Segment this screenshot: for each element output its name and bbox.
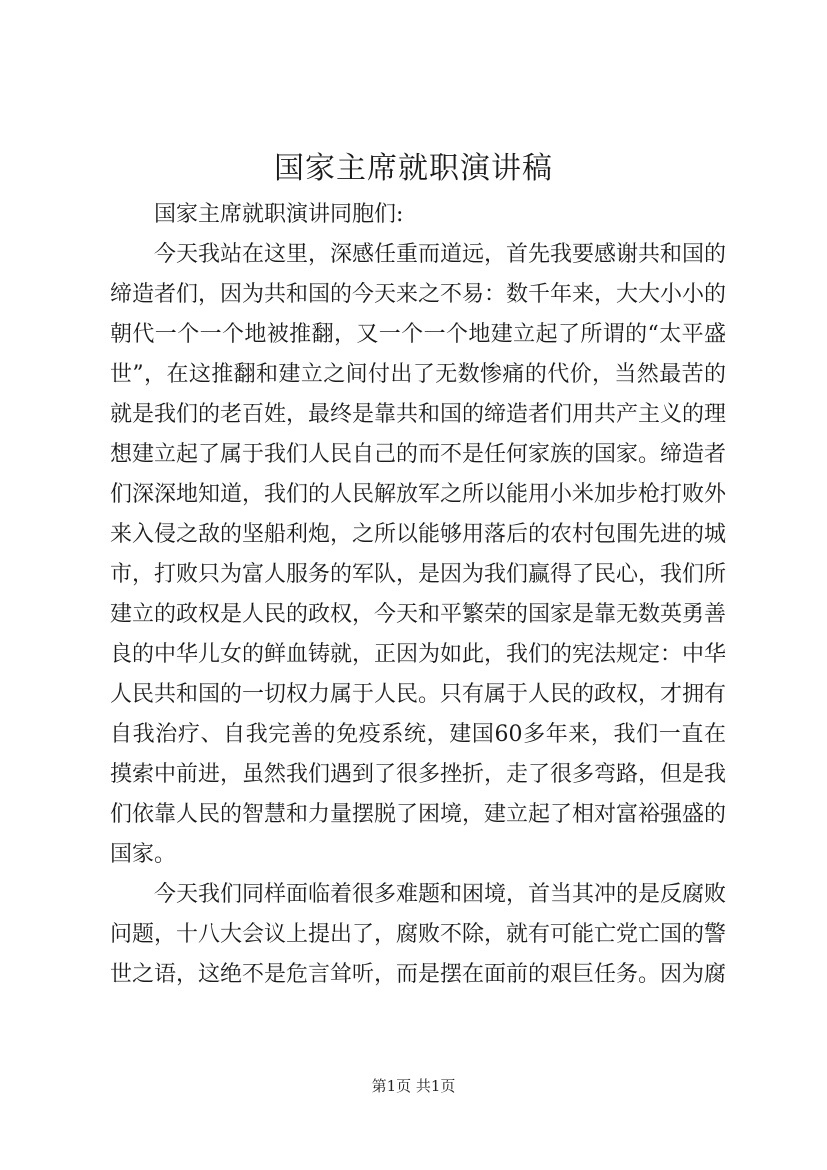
page-footer: 第1页 共1页 <box>371 1077 456 1095</box>
document-body <box>110 195 726 995</box>
greeting-paragraph: 国家主席就职演讲同胞们: <box>154 202 404 227</box>
body-paragraph-1: 今天我站在这里，深感任重而道远，首先我要感谢共和国的缔造者们，因为共和国的今天来之不易：数千年来，大大小小的朝代一个一个地被推翻，又一个一个地建立起了所谓的“太平盛世”，在这推翻和建立之间付出了无数惨痛的代价，当然最苦的就是我们的老百姓，最终是靠共和国的缔造者们用共产主义的理想建立起了属于我们人民自己的而不是任何家族的国家。缔造者们深深地知道，我们的人民解放军之所以能用小米加步枪打败外来入侵之敌的坚船利炮，之所以能够用落后的农村包围先进的城市，打败只为富人服务的军队，是因为我们赢得了民心，我们所建立的政权是人民的政权，今天和平繁荣的国家是靠无数英勇善良的中华儿女的鲜血铸就，正因为如此，我们的宪法规定：中华人民共和国的一切权力属于人民。只有属于人民的政权，才拥有自我治疗、自我完善的免疫系统，建国60多年来，我们一直在摸索中前进，虽然我们遇到了很多挫折，走了很多弯路，但是我们依靠人民的智慧和力量摆脱了困境，建立起了相对富裕强盛的国家。 <box>110 242 727 867</box>
body-paragraph-2: 今天我们同样面临着很多难题和困境，首当其冲的是反腐败问题，十八大会议上提出了，腐败不除，就有可能亡党亡国的警世之语，这绝不是危言耸听，而是摆在面前的艰巨任务。因为腐 <box>110 882 727 987</box>
document-title: 国家主席就职演讲稿 <box>274 151 553 186</box>
